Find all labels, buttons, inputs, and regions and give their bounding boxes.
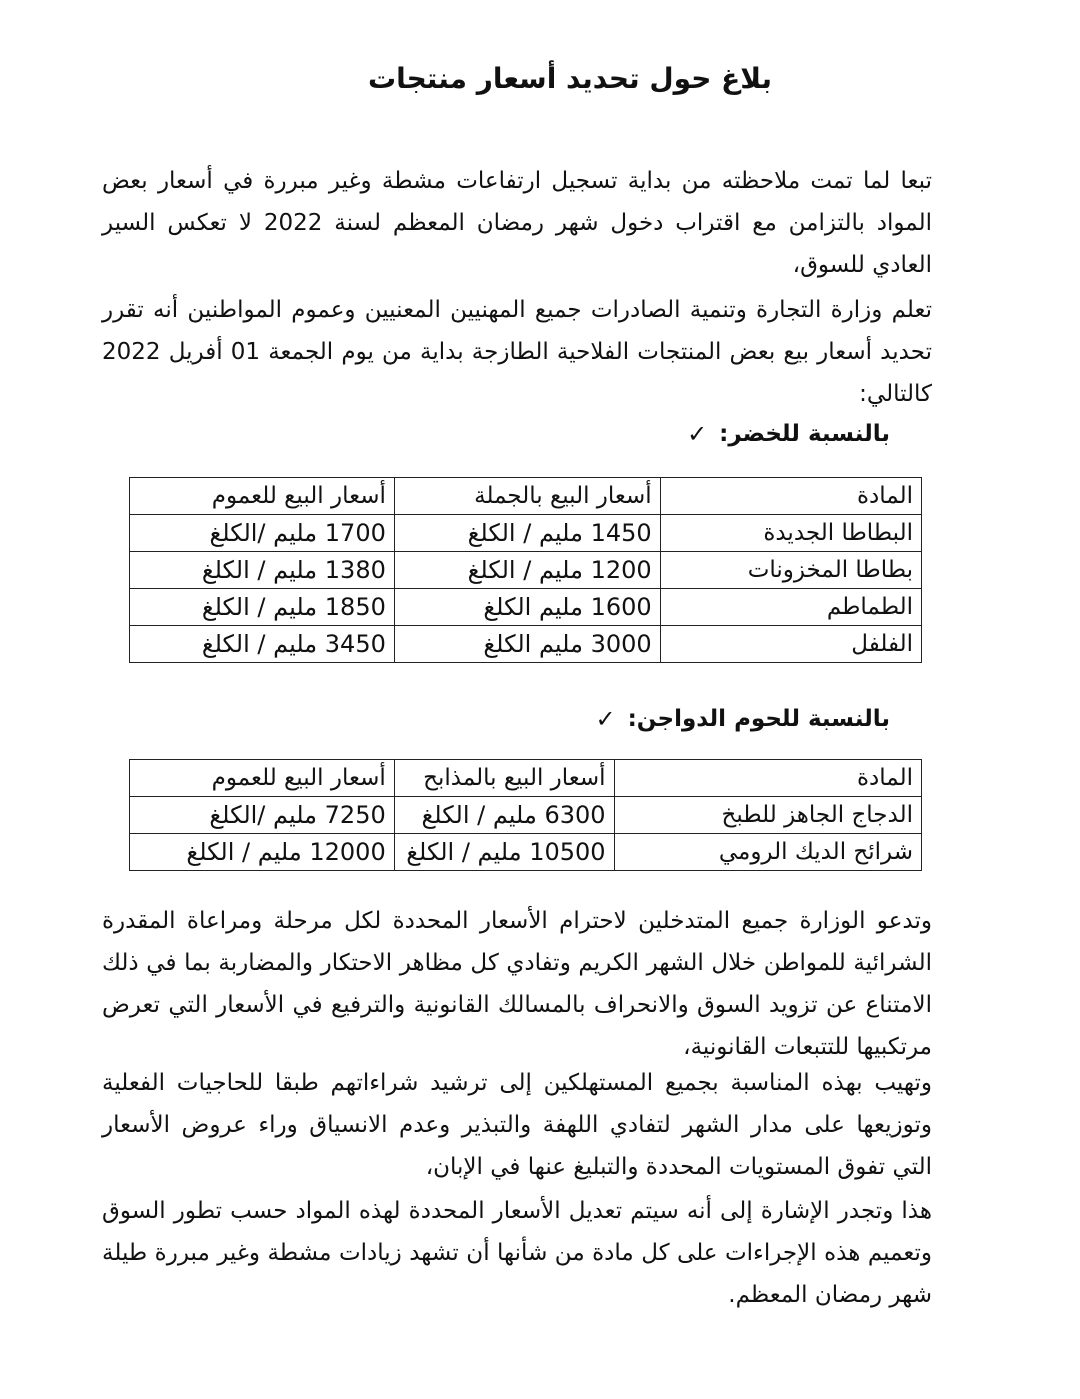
retail-price-cell: 3450 مليم / الكلغ <box>130 626 395 663</box>
item-cell: بطاطا المخزونات <box>660 552 921 589</box>
compliance-paragraph: وتدعو الوزارة جميع المتدخلين لاحترام الأسعار المحددة لكل مرحلة ومراعاة المقدرة الشرائية للمواطن خلال الشهر الكريم وتفادي كل مظاهر الاحتكار والمضاربة بما في ذلك الامتناع عن تزويد السوق والانحراف بالمسالك القانونية والترفيع في الأسعار التي تعرض مرتكبيها للتتبعات القانونية، <box>102 908 932 1060</box>
retail-price-cell: 7250 مليم /الكلغ <box>130 797 395 834</box>
table-header-row <box>130 760 922 797</box>
closing-paragraph: هذا وتجدر الإشارة إلى أنه سيتم تعديل الأسعار المحددة لهذه المواد حسب تطور السوق وتعميم هذه الإجراءات على كل مادة من شأنها أن تشهد زيادات مشطة وغير مبررة طيلة شهر رمضان المعظم. <box>102 1198 932 1308</box>
table-row <box>130 626 922 663</box>
retail-price-cell: 1850 مليم / الكلغ <box>130 589 395 626</box>
poultry-section-heading <box>596 705 891 733</box>
item-cell: الطماطم <box>660 589 921 626</box>
table-row <box>130 834 922 871</box>
vegetables-price-table <box>129 477 922 663</box>
item-cell: البطاطا الجديدة <box>660 515 921 552</box>
table-header-row <box>130 478 922 515</box>
item-cell: الدجاج الجاهز للطبخ <box>614 797 921 834</box>
document-title: بلاغ حول تحديد أسعار منتجات <box>367 62 773 95</box>
header-cell-wholesale: أسعار البيع بالجملة <box>394 478 660 515</box>
item-cell: الفلفل <box>660 626 921 663</box>
wholesale-price-cell: 1200 مليم / الكلغ <box>394 552 660 589</box>
checkmark-icon: ✓ <box>687 420 708 448</box>
item-cell: شرائح الديك الرومي <box>614 834 921 871</box>
retail-price-cell: 12000 مليم / الكلغ <box>130 834 395 871</box>
header-cell-retail: أسعار البيع للعموم <box>130 760 395 797</box>
table-row <box>130 515 922 552</box>
wholesale-price-cell: 1600 مليم الكلغ <box>394 589 660 626</box>
announcement-paragraph: تعلم وزارة التجارة وتنمية الصادرات جميع المهنيين المعنيين وعموم المواطنين أنه تقرر تحديد أسعار بيع بعض المنتجات الفلاحية الطازجة بداية من يوم الجمعة 01 أفريل 2022 كالتالي: <box>102 297 932 407</box>
header-cell-retail: أسعار البيع للعموم <box>130 478 395 515</box>
slaughterhouse-price-cell: 10500 مليم / الكلغ <box>394 834 614 871</box>
slaughterhouse-price-cell: 6300 مليم / الكلغ <box>394 797 614 834</box>
table-row <box>130 552 922 589</box>
wholesale-price-cell: 3000 مليم الكلغ <box>394 626 660 663</box>
header-cell-slaughterhouse: أسعار البيع بالمذابح <box>394 760 614 797</box>
retail-price-cell: 1700 مليم /الكلغ <box>130 515 395 552</box>
header-cell-item: المادة <box>614 760 921 797</box>
checkmark-icon: ✓ <box>595 705 616 733</box>
section-label: بالنسبة للخضر: <box>719 421 890 447</box>
intro-paragraph: تبعا لما تمت ملاحظته من بداية تسجيل ارتفاعات مشطة وغير مبررة في أسعار بعض المواد بالتزامن مع اقتراب دخول شهر رمضان المعظم لسنة 2022 لا تعكس السير العادي للسوق، <box>102 168 933 278</box>
table-row <box>130 589 922 626</box>
section-label: بالنسبة للحوم الدواجن: <box>627 706 890 732</box>
consumer-advice-paragraph: وتهيب بهذه المناسبة بجميع المستهلكين إلى ترشيد شراءاتهم طبقا للحاجيات الفعلية وتوزيعها على مدار الشهر لتفادي اللهفة والتبذير وعدم الانسياق وراء عروض الأسعار التي تفوق المستويات المحددة والتبليغ عنها في الإبان، <box>102 1070 932 1180</box>
poultry-price-table <box>129 759 922 871</box>
vegetables-section-heading <box>687 420 890 448</box>
header-cell-item: المادة <box>660 478 921 515</box>
retail-price-cell: 1380 مليم / الكلغ <box>130 552 395 589</box>
wholesale-price-cell: 1450 مليم / الكلغ <box>394 515 660 552</box>
table-row <box>130 797 922 834</box>
